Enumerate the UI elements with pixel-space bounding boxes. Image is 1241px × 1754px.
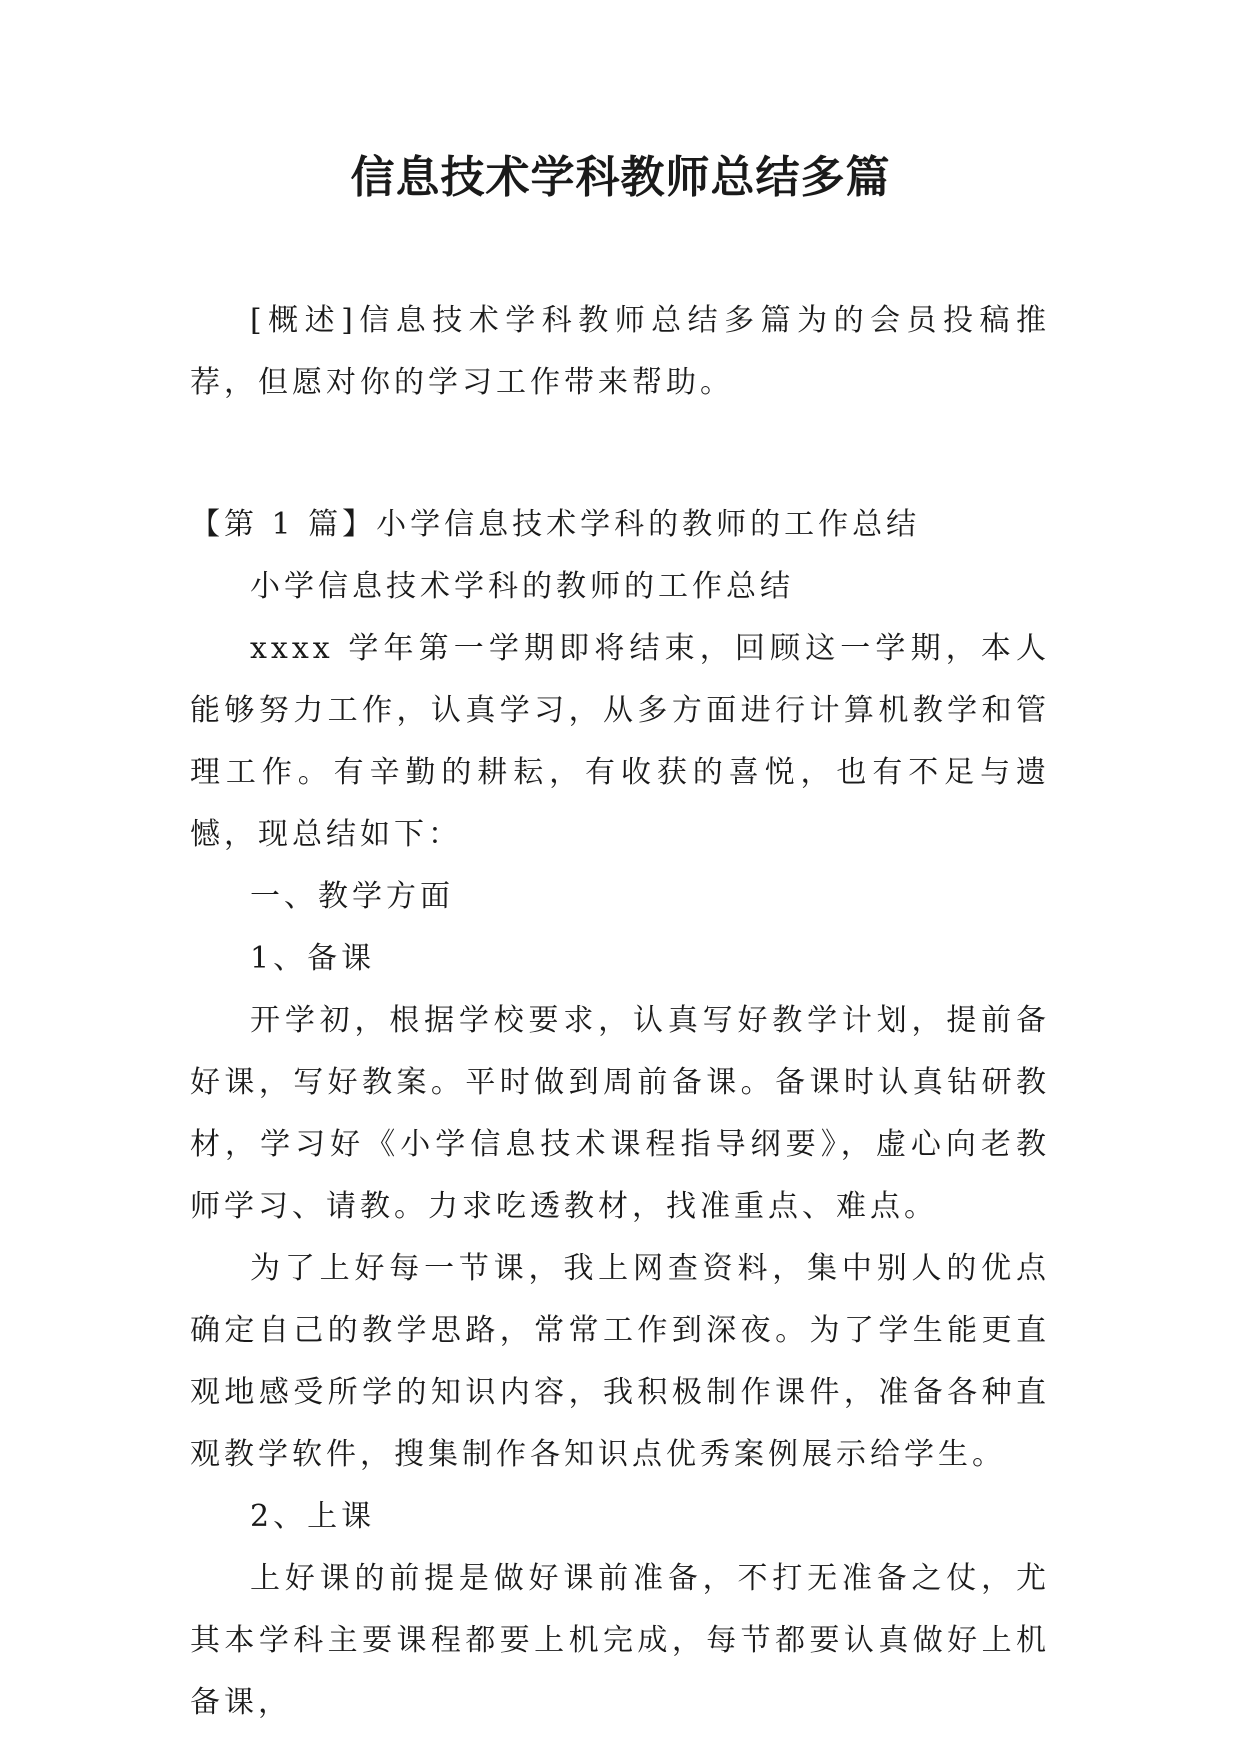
document-body [190,290,1050,1734]
materials-paragraph: 为了上好每一节课，我上网查资料，集中别人的优点确定自己的教学思路，常常工作到深夜。为了学生能更直观地感受所学的知识内容，我积极制作课件，准备各种直观教学软件，搜集制作各知识点优秀案例展示给学生。 [190,1251,1050,1472]
summary-paragraph: [概述]信息技术学科教师总结多篇为的会员投稿推荐，但愿对你的学习工作带来帮助。 [190,303,1050,400]
heading-prep: 1、备课 [250,941,376,976]
class-paragraph: 上好课的前提是做好课前准备，不打无准备之仗，尤其本学科主要课程都要上机完成，每节都要认真做好上机备课， [190,1561,1050,1720]
subtitle-paragraph: 小学信息技术学科的教师的工作总结 [250,569,794,604]
prep-paragraph: 开学初，根据学校要求，认真写好教学计划，提前备好课，写好教案。平时做到周前备课。备课时认真钻研教材，学习好《小学信息技术课程指导纲要》，虚心向老教师学习、请教。力求吃透教材，找准重点、难点。 [190,1003,1050,1224]
document-title: 信息技术学科教师总结多篇 [350,152,891,203]
heading-class: 2、上课 [250,1499,376,1534]
spacer [190,414,1050,494]
heading-teaching: 一、教学方面 [250,879,454,914]
section-heading: 【第 1 篇】小学信息技术学科的教师的工作总结 [190,507,921,542]
intro-paragraph: xxxx 学年第一学期即将结束，回顾这一学期，本人能够努力工作，认真学习，从多方面进行计算机教学和管理工作。有辛勤的耕耘，有收获的喜悦，也有不足与遗憾，现总结如下： [190,631,1050,852]
